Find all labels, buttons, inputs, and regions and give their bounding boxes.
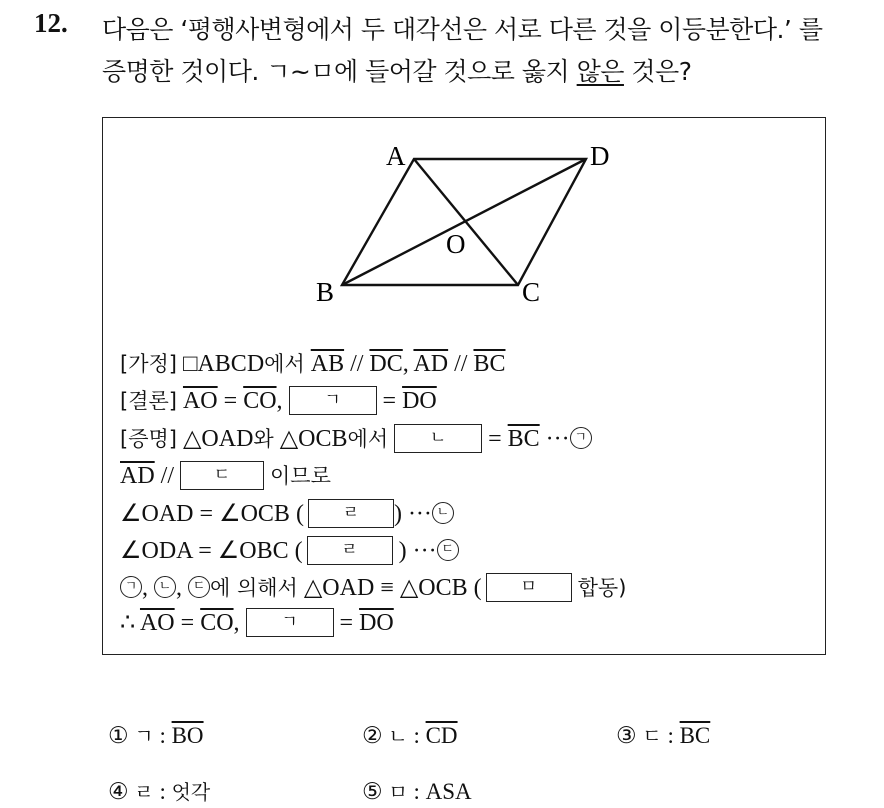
dots: ··· xyxy=(545,426,570,452)
seg-dc: $\overline{DC}$ xyxy=(369,351,403,377)
parallel-sign: // xyxy=(160,463,175,489)
paren-close: ) xyxy=(393,501,402,527)
conclusion-tag: [결론] xyxy=(120,389,177,413)
choice-key: ㄱ xyxy=(134,724,154,748)
vertex-label-b: B xyxy=(316,277,335,307)
choice-value: $\overline{CD}$ xyxy=(425,723,458,748)
vertex-label-d: D xyxy=(590,141,610,171)
comma: , xyxy=(142,575,148,601)
paren-open: ( xyxy=(295,501,304,527)
choice-number: ③ xyxy=(616,723,637,748)
proof-tag: [증명] xyxy=(120,427,177,451)
circled-g: ㄱ xyxy=(120,576,142,598)
question-text-end: 것은? xyxy=(623,57,692,86)
seg-ao: $\overline{AO}$ xyxy=(139,610,175,636)
choice-1[interactable] xyxy=(108,720,204,749)
blank-r-1: ㄹ xyxy=(308,499,394,528)
choice-value: $\overline{BO}$ xyxy=(171,723,204,748)
proof-conclusion xyxy=(120,384,437,418)
dots: ··· xyxy=(407,501,432,527)
text-imeuro: 이므로 xyxy=(270,464,331,488)
colon: : xyxy=(667,723,674,748)
choice-value: ASA xyxy=(425,779,472,804)
dots: ··· xyxy=(412,538,437,564)
choice-4[interactable] xyxy=(108,776,210,805)
circled-g: ㄱ xyxy=(570,427,592,449)
proof-line-4 xyxy=(120,534,459,568)
comma: , xyxy=(402,351,409,377)
text-hapdong: 합동) xyxy=(577,576,627,600)
angle-ocb: ∠OCB xyxy=(219,501,290,527)
angle-oda: ∠ODA xyxy=(120,538,193,564)
underlined-not: 않은 xyxy=(576,57,624,86)
comma: , xyxy=(176,575,182,601)
seg-ad: $\overline{AD}$ xyxy=(120,463,155,489)
blank-m: ㅁ xyxy=(486,573,572,602)
equals-sign: = xyxy=(199,501,214,527)
equals-sign: = xyxy=(198,538,212,564)
triangle-oad: △OAD xyxy=(182,426,254,452)
paren-open: ( xyxy=(294,538,303,564)
blank-g: ㄱ xyxy=(289,386,377,415)
choice-5[interactable] xyxy=(362,776,472,805)
proof-line-3 xyxy=(120,497,454,531)
text-by: 에 의해서 xyxy=(210,576,298,600)
question-line-1: 다음은 ‘평행사변형에서 두 대각선은 서로 다른 것을 이등분한다.’ 를 xyxy=(102,15,823,44)
angle-oad: ∠OAD xyxy=(120,501,194,527)
comma: , xyxy=(233,610,240,636)
triangle-oad: △OAD xyxy=(303,575,375,601)
equals-sign: = xyxy=(180,610,195,636)
triangle-ocb: △OCB xyxy=(399,575,468,601)
choice-number: ① xyxy=(108,723,129,748)
vertex-label-a: A xyxy=(386,141,406,171)
choice-3[interactable] xyxy=(616,720,710,749)
circled-d: ㄷ xyxy=(437,539,459,561)
text-eseo: 에서 xyxy=(347,427,389,451)
choice-value: $\overline{BC}$ xyxy=(679,723,711,748)
parallel-sign: // xyxy=(350,351,364,377)
blank-r-2: ㄹ xyxy=(307,536,393,565)
proof-line-2 xyxy=(120,459,331,493)
question-number: 12. xyxy=(34,8,68,38)
colon: : xyxy=(159,779,166,804)
colon: : xyxy=(413,779,420,804)
choice-2[interactable] xyxy=(362,720,458,749)
circled-d: ㄷ xyxy=(188,576,210,598)
text-eseo: 에서 xyxy=(264,352,305,376)
seg-do: $\overline{DO}$ xyxy=(402,388,437,414)
question-text: 증명한 것이다. ㄱ~ㅁ에 들어갈 것으로 옳지 xyxy=(102,57,577,86)
therefore-sign: ∴ xyxy=(120,610,136,636)
seg-bc: $\overline{BC}$ xyxy=(473,351,506,377)
colon: : xyxy=(159,723,166,748)
seg-ad: $\overline{AD}$ xyxy=(413,351,449,377)
seg-ao: $\overline{AO}$ xyxy=(182,388,218,414)
equals-sign: = xyxy=(382,388,397,414)
congruent-sign: ≡ xyxy=(380,575,394,601)
choice-key: ㄷ xyxy=(642,724,662,748)
equals-sign: = xyxy=(488,426,502,452)
choice-key: ㄹ xyxy=(134,780,154,804)
text-wa: 와 xyxy=(253,427,274,451)
choice-key: ㅁ xyxy=(388,780,408,804)
seg-ab: $\overline{AB}$ xyxy=(310,351,345,377)
choice-value: 엇각 xyxy=(171,780,211,804)
colon: : xyxy=(413,723,420,748)
circled-n: ㄴ xyxy=(432,502,454,524)
blank-n: ㄴ xyxy=(394,424,482,453)
paren-close: ) xyxy=(398,538,407,564)
angle-obc: ∠OBC xyxy=(217,538,289,564)
paren-open: ( xyxy=(473,575,482,601)
parallelogram-figure xyxy=(300,135,640,310)
assumption-tag: [가정] xyxy=(120,352,177,376)
shape-abcd: □ABCD xyxy=(182,351,265,377)
proof-line-5 xyxy=(120,571,626,605)
triangle-ocb: △OCB xyxy=(279,426,348,452)
proof-line-6 xyxy=(120,606,394,640)
blank-d: ㄷ xyxy=(180,461,264,490)
blank-g-2: ㄱ xyxy=(246,608,334,637)
center-label-o: O xyxy=(446,229,466,259)
question-line-2 xyxy=(102,52,691,88)
comma: , xyxy=(276,388,283,414)
seg-co: $\overline{CO}$ xyxy=(200,610,234,636)
equals-sign: = xyxy=(339,610,354,636)
seg-co: $\overline{CO}$ xyxy=(243,388,277,414)
proof-assumption xyxy=(120,347,505,381)
parallel-sign: // xyxy=(454,351,468,377)
choice-number: ② xyxy=(362,723,383,748)
choice-number: ④ xyxy=(108,779,129,804)
choice-key: ㄴ xyxy=(388,724,408,748)
choice-number: ⑤ xyxy=(362,779,383,804)
vertex-label-c: C xyxy=(522,277,541,307)
proof-line-1 xyxy=(120,422,592,456)
circled-n: ㄴ xyxy=(154,576,176,598)
seg-bc: $\overline{BC}$ xyxy=(507,426,540,452)
equals-sign: = xyxy=(223,388,238,414)
seg-do: $\overline{DO}$ xyxy=(359,610,394,636)
